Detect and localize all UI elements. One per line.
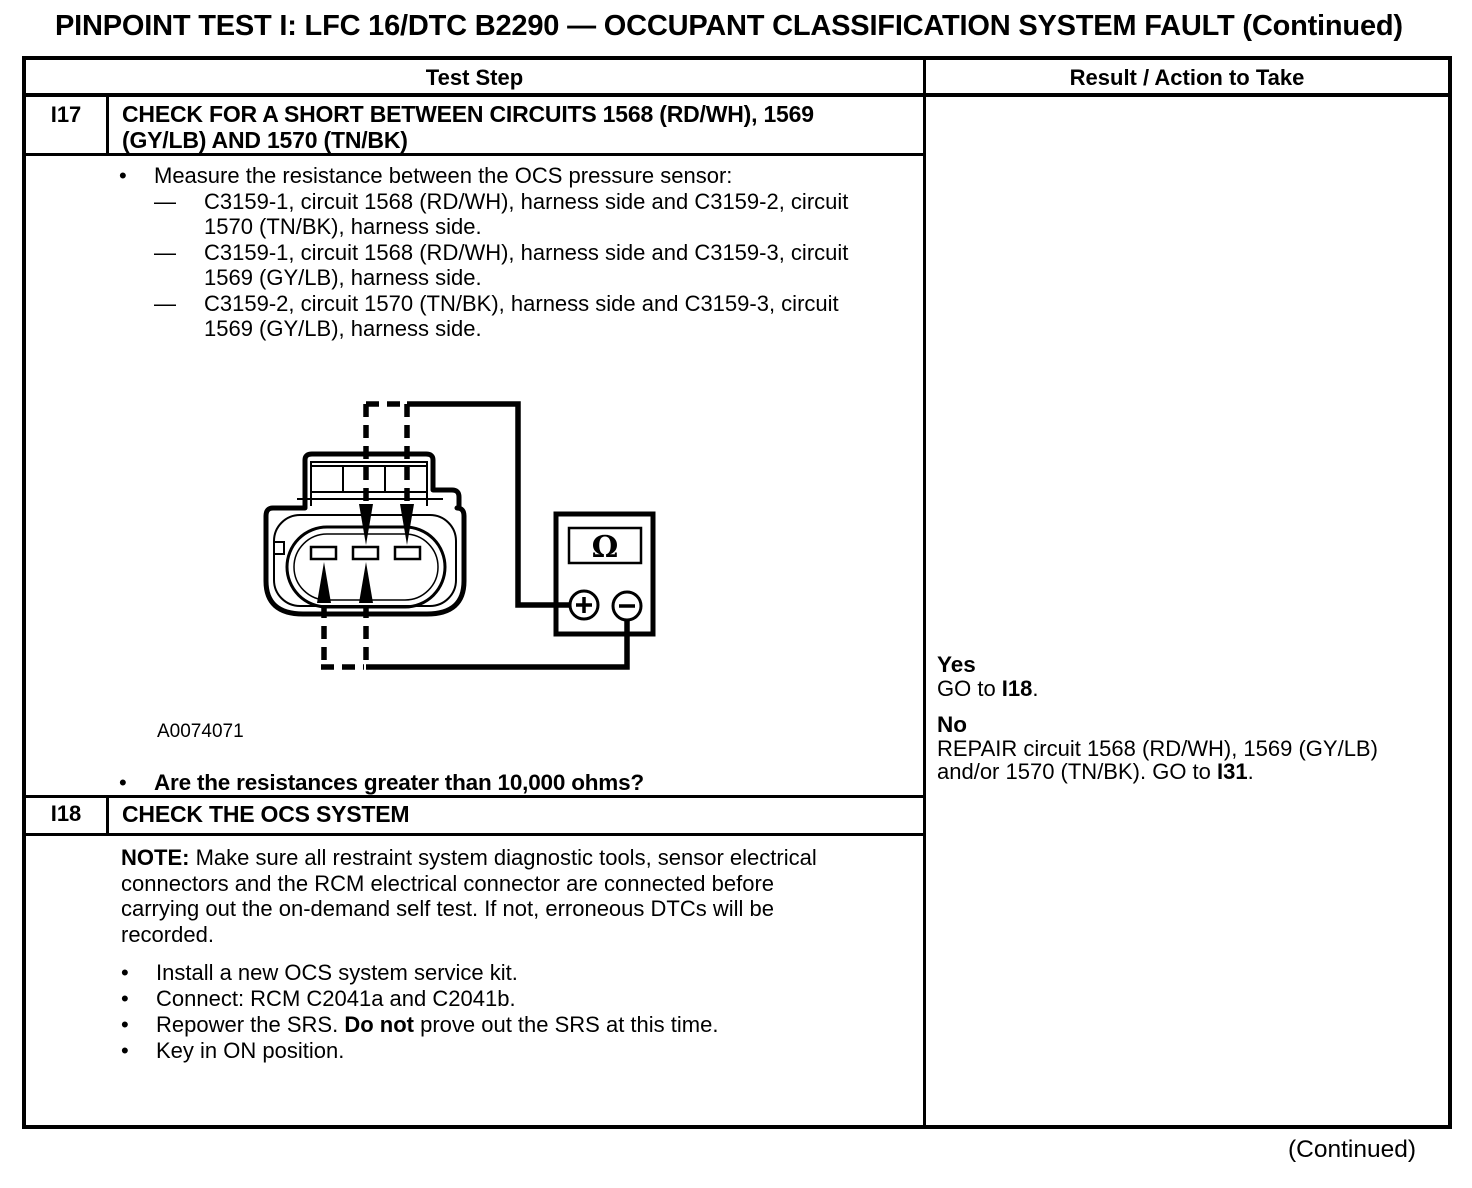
connector-ohmmeter-diagram <box>231 396 681 696</box>
meter-wire-negative <box>366 620 627 667</box>
connector-ohmmeter-figure <box>231 396 923 701</box>
page-title: PINPOINT TEST I: LFC 16/DTC B2290 — OCCUPANT CLASSIFICATION SYSTEM FAULT (Continued) <box>55 10 1403 42</box>
list-item-text: Key in ON position. <box>156 1038 345 1063</box>
list-item <box>121 1012 923 1038</box>
step-i18-title: CHECK THE OCS SYSTEM <box>122 801 410 827</box>
column-header-result: Result / Action to Take <box>926 60 1448 97</box>
i18-bullet-list <box>121 960 923 1064</box>
measurement-item <box>154 189 923 240</box>
note-label: NOTE: <box>121 845 190 870</box>
result-column <box>926 60 1448 1125</box>
pinpoint-test-table <box>22 56 1452 1129</box>
list-item-text: Install a new OCS system service kit. <box>156 960 518 985</box>
bullet-icon: • <box>121 1012 129 1037</box>
figure-label: A0074071 <box>157 720 244 742</box>
step-i17-header <box>26 97 923 156</box>
bullet-icon: • <box>119 769 127 795</box>
step-i17-title: CHECK FOR A SHORT BETWEEN CIRCUITS 1568 (RD/WH), 1569 (GY/LB) AND 1570 (TN/BK) <box>122 101 814 153</box>
result-yes <box>937 653 1448 701</box>
question-row <box>119 770 923 796</box>
probe-arrow-down-center <box>359 504 373 545</box>
probe-arrow-down-right <box>400 504 414 545</box>
list-item <box>121 986 923 1012</box>
note-paragraph <box>121 845 828 947</box>
bullet-icon: • <box>121 1038 129 1063</box>
step-i18-body <box>26 836 923 1125</box>
list-item-text: Connect: RCM C2041a and C2041b. <box>156 986 516 1011</box>
measure-intro-text: Measure the resistance between the OCS pressure sensor: <box>154 163 733 188</box>
step-reference: I18 <box>1001 676 1033 701</box>
continued-note: (Continued) <box>1287 1136 1416 1163</box>
bullet-icon: • <box>119 163 127 188</box>
measurement-item <box>154 291 923 342</box>
measurement-text: C3159-2, circuit 1570 (TN/BK), harness side and C3159-3, circuit 1569 (GY/LB), harness side. <box>204 290 839 341</box>
column-header-test-step: Test Step <box>26 60 923 97</box>
result-answer: Yes <box>937 652 976 677</box>
measurement-item <box>154 240 923 291</box>
step-i18-header <box>26 798 923 836</box>
list-item <box>121 960 923 986</box>
ohm-symbol: Ω <box>591 529 619 565</box>
meter-wire-positive <box>407 404 570 605</box>
pin-slot-1 <box>311 547 336 559</box>
list-item <box>121 1038 923 1064</box>
test-step-column <box>26 60 926 1125</box>
pin-slot-3 <box>395 547 420 559</box>
i17-result-cell <box>926 97 1448 784</box>
step-reference: I31 <box>1217 759 1248 784</box>
measurement-text: C3159-1, circuit 1568 (RD/WH), harness side and C3159-3, circuit 1569 (GY/LB), harness side. <box>204 239 849 290</box>
note-text: Make sure all restraint system diagnostic tools, sensor electrical connectors and the RCM electrical connector are connected before carrying out the on-demand self test. If not, erroneous DTCs will be recorded. <box>121 845 817 947</box>
plus-icon <box>576 597 592 613</box>
pin-slot-2 <box>353 547 378 559</box>
result-action: GO to I18. <box>937 676 1039 701</box>
question-text: Are the resistances greater than 10,000 ohms? <box>154 769 644 795</box>
dash-icon: — <box>154 239 176 265</box>
bullet-icon: • <box>121 986 129 1011</box>
document-page <box>0 10 1472 1164</box>
bullet-icon: • <box>121 960 129 985</box>
connector-cap-details <box>297 466 443 499</box>
connector-keyway-notch <box>274 542 284 554</box>
probe-arrow-up-center <box>359 562 373 603</box>
step-i17-title-cell <box>109 97 817 153</box>
dash-icon: — <box>154 290 176 316</box>
step-i18-id: I18 <box>26 798 109 833</box>
result-no <box>937 713 1448 784</box>
measure-intro <box>119 163 923 189</box>
measurement-text: C3159-1, circuit 1568 (RD/WH), harness side and C3159-2, circuit 1570 (TN/BK), harness side. <box>204 188 849 239</box>
result-action: REPAIR circuit 1568 (RD/WH), 1569 (GY/LB) and/or 1570 (TN/BK). GO to I31. <box>937 735 1378 784</box>
dash-icon: — <box>154 188 176 214</box>
list-item-text: Repower the SRS. Do not prove out the SRS at this time. <box>156 1012 719 1037</box>
step-i17-id: I17 <box>26 97 109 153</box>
step-i18-title-cell <box>109 798 409 833</box>
probe-arrow-up-left <box>317 562 331 603</box>
step-i17-body <box>26 156 923 798</box>
result-answer: No <box>937 711 967 737</box>
